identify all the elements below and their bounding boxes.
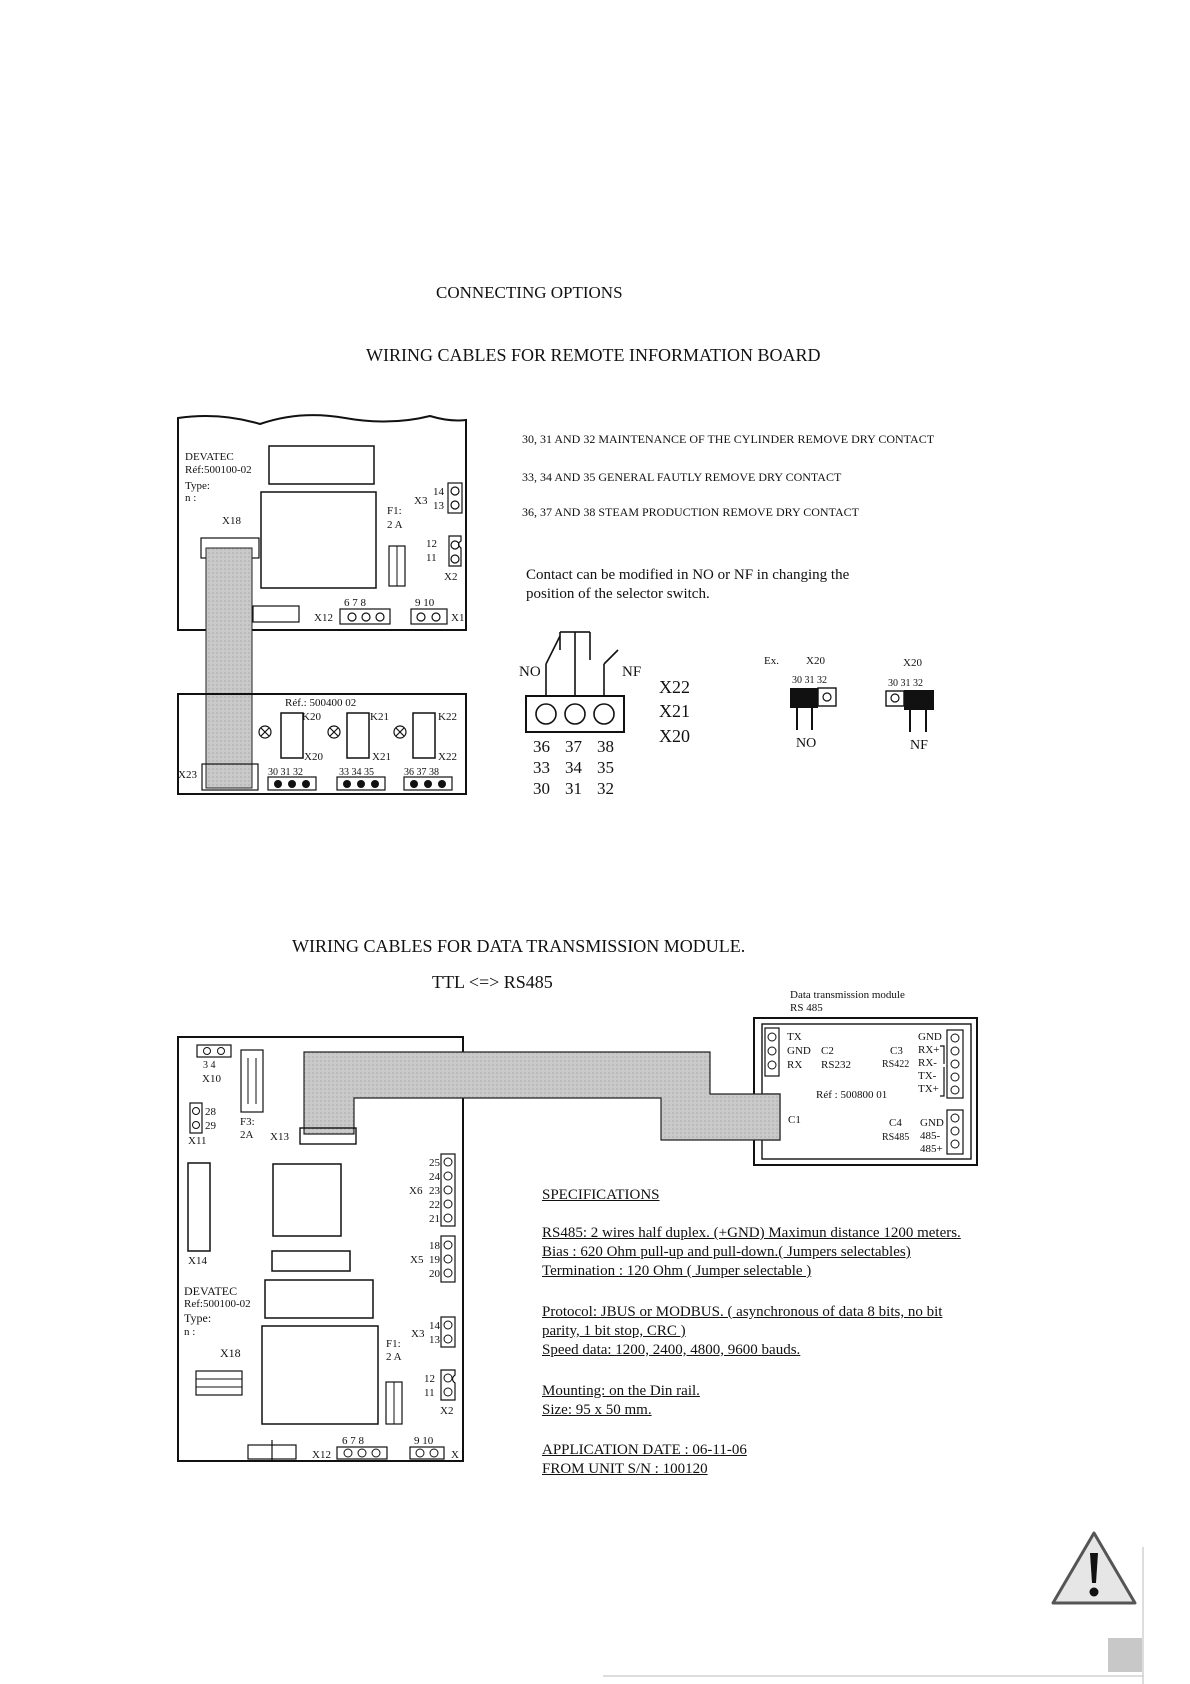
b2-f1-val: 2 A: [386, 1351, 402, 1363]
b2-t19: 19: [429, 1254, 440, 1266]
sel-row3-a: 30: [533, 779, 550, 798]
mod-c3: C3: [890, 1045, 903, 1057]
b1-t11: 11: [426, 552, 437, 564]
b1-t12: 12: [426, 538, 437, 550]
sel-nf: NF: [622, 664, 642, 680]
b2-pins-910: 9 10: [414, 1435, 434, 1447]
b2-t11: 11: [424, 1387, 435, 1399]
b1-x2: X2: [444, 571, 458, 583]
mod-gnd2: GND: [918, 1031, 942, 1043]
mod-rs422: RS422: [882, 1059, 910, 1070]
sel-row1-a: 36: [533, 737, 550, 756]
b1-x3: X3: [414, 495, 428, 507]
sel-x20-a: X20: [806, 655, 825, 667]
b1-brand: DEVATEC: [185, 451, 234, 463]
b1-ref: Réf:500100-02: [185, 464, 252, 476]
spec-rs485: RS485: 2 wires half duplex. (+GND) Maximun distance 1200 meters.: [542, 1225, 961, 1241]
ribbon-cable-2: [304, 1052, 780, 1140]
b2-x5: X5: [410, 1254, 424, 1266]
sel-row3-c: 32: [597, 779, 614, 798]
mod-gnd: GND: [787, 1045, 811, 1057]
mod-485-plus: 485+: [920, 1143, 943, 1155]
contact-line-2: 33, 34 AND 35 GENERAL FAUTLY REMOVE DRY CONTACT: [522, 470, 842, 484]
sel-ex: Ex.: [764, 655, 779, 667]
mod-rx-minus: RX-: [918, 1057, 937, 1069]
rb-k21: K21: [370, 711, 389, 723]
b2-x1: X: [451, 1449, 459, 1461]
mod-rx-plus: RX+: [918, 1044, 940, 1056]
b2-t24: 24: [429, 1171, 440, 1183]
sel-row2-a: 33: [533, 758, 550, 777]
sel-label-no: NO: [796, 736, 817, 751]
mod-ref: Réf : 500800 01: [816, 1089, 888, 1101]
connecting-options-title: CONNECTING OPTIONS: [436, 283, 623, 302]
remote-board-title: WIRING CABLES FOR REMOTE INFORMATION BOARD: [366, 345, 821, 365]
b2-pins-34: 3 4: [203, 1060, 216, 1071]
contact-line-3: 36, 37 AND 38 STEAM PRODUCTION REMOVE DRY CONTACT: [522, 505, 859, 519]
mod-rs485: RS485: [882, 1132, 910, 1143]
b2-x11: X11: [188, 1135, 207, 1147]
sel-row2-b: 34: [565, 758, 582, 777]
b2-t18: 18: [429, 1240, 440, 1252]
sel-row1-b: 37: [565, 737, 582, 756]
contact-note-1: Contact can be modified in NO or NF in changing the: [526, 567, 850, 583]
mod-title-2: RS 485: [790, 1002, 823, 1014]
b2-t28: 28: [205, 1106, 216, 1118]
spec-termination: Termination : 120 Ohm ( Jumper selectable ): [542, 1263, 812, 1279]
spec-bias: Bias : 620 Ohm pull-up and pull-down.( Jumpers selectables): [542, 1244, 911, 1260]
b2-t21: 21: [429, 1213, 440, 1225]
b2-x13: X13: [270, 1131, 289, 1143]
b1-t14: 14: [433, 486, 444, 498]
b2-n: n :: [184, 1326, 196, 1338]
spec-application-date: APPLICATION DATE : 06-11-06: [542, 1442, 747, 1458]
mod-gnd3: GND: [920, 1117, 944, 1129]
b1-pins-910: 9 10: [415, 597, 435, 609]
b1-x1: X1: [451, 612, 465, 624]
rb-x23: X23: [178, 769, 197, 781]
b2-t14: 14: [429, 1320, 440, 1332]
b2-f3: F3:: [240, 1116, 255, 1128]
mod-tx-plus: TX+: [918, 1083, 939, 1095]
rb-ref: Réf.: 500400 02: [285, 697, 357, 709]
b2-x18: X18: [220, 1346, 241, 1360]
spec-heading: SPECIFICATIONS: [542, 1187, 660, 1203]
b2-ref: Ref:500100-02: [184, 1298, 251, 1310]
b2-brand: DEVATEC: [184, 1284, 238, 1298]
mod-c1: C1: [788, 1114, 801, 1126]
b2-t20: 20: [429, 1268, 440, 1280]
warning-icon: [1053, 1533, 1135, 1603]
b2-x2: X2: [440, 1405, 454, 1417]
contact-selector-diagram: [526, 632, 624, 732]
b2-t23: 23: [429, 1185, 440, 1197]
b2-type: Type:: [184, 1311, 212, 1325]
spec-speed: Speed data: 1200, 2400, 4800, 9600 bauds.: [542, 1342, 801, 1358]
spec-protocol-2: parity, 1 bit stop, CRC ): [542, 1323, 686, 1339]
b1-x18: X18: [222, 515, 241, 527]
rb-k20: K20: [302, 711, 321, 723]
b2-x6: X6: [409, 1185, 423, 1197]
b2-pins-678: 6 7 8: [342, 1435, 364, 1447]
mod-c4: C4: [889, 1117, 902, 1129]
jumper-nf-icon: [886, 690, 934, 732]
ttl-rs485-title: TTL <=> RS485: [432, 972, 553, 992]
sel-row3-b: 31: [565, 779, 582, 798]
spec-mounting: Mounting: on the Din rail.: [542, 1383, 700, 1399]
b2-x3: X3: [411, 1328, 425, 1340]
spec-protocol-1: Protocol: JBUS or MODBUS. ( asynchronous of data 8 bits, no bit: [542, 1304, 943, 1320]
rb-terms-33-35: 33 34 35: [339, 767, 374, 778]
sel-x20-b: X20: [903, 657, 922, 669]
mod-title-1: Data transmission module: [790, 989, 905, 1001]
b2-t22: 22: [429, 1199, 440, 1211]
b1-type: Type:: [185, 480, 210, 492]
b2-t13: 13: [429, 1334, 440, 1346]
contact-line-1: 30, 31 AND 32 MAINTENANCE OF THE CYLINDER REMOVE DRY CONTACT: [522, 432, 935, 446]
b2-x12: X12: [312, 1449, 331, 1461]
sel-pins-b: 30 31 32: [888, 678, 923, 689]
sel-label-nf: NF: [910, 738, 928, 753]
ribbon-cable-1: [206, 548, 252, 788]
b1-f1-val: 2 A: [387, 519, 403, 531]
mod-tx-minus: TX-: [918, 1070, 937, 1082]
mod-tx: TX: [787, 1031, 802, 1043]
data-module-title: WIRING CABLES FOR DATA TRANSMISSION MODULE.: [292, 936, 746, 956]
b1-f1: F1:: [387, 505, 402, 517]
b2-f1: F1:: [386, 1338, 401, 1350]
contact-note-2: position of the selector switch.: [526, 586, 710, 602]
sel-row1-c: 38: [597, 737, 614, 756]
jumper-no-icon: [790, 688, 836, 730]
sel-x22: X22: [659, 677, 690, 697]
sel-x21: X21: [659, 701, 690, 721]
mod-rx: RX: [787, 1059, 803, 1071]
b2-t12: 12: [424, 1373, 435, 1385]
sel-no: NO: [519, 664, 541, 680]
page-corner-marker: [1108, 1638, 1142, 1672]
rb-terms-36-38: 36 37 38: [404, 767, 439, 778]
spec-size: Size: 95 x 50 mm.: [542, 1402, 652, 1418]
mod-c2: C2: [821, 1045, 834, 1057]
rb-x22: X22: [438, 751, 457, 763]
rb-k22: K22: [438, 711, 457, 723]
rb-terms-30-32: 30 31 32: [268, 767, 303, 778]
b1-pins-678: 6 7 8: [344, 597, 366, 609]
mod-485-minus: 485-: [920, 1130, 941, 1142]
b1-n: n :: [185, 492, 197, 504]
b1-t13: 13: [433, 500, 444, 512]
b2-t25: 25: [429, 1157, 440, 1169]
rb-x20: X20: [304, 751, 323, 763]
b2-t29: 29: [205, 1120, 216, 1132]
b2-x10: X10: [202, 1073, 221, 1085]
sel-pins-a: 30 31 32: [792, 675, 827, 686]
sel-x20: X20: [659, 726, 690, 746]
b1-x12: X12: [314, 612, 333, 624]
rb-x21: X21: [372, 751, 391, 763]
b2-x14: X14: [188, 1255, 207, 1267]
spec-from-unit: FROM UNIT S/N : 100120: [542, 1461, 708, 1477]
mod-rs232: RS232: [821, 1059, 851, 1071]
b2-f3-val: 2A: [240, 1129, 254, 1141]
sel-row2-c: 35: [597, 758, 614, 777]
